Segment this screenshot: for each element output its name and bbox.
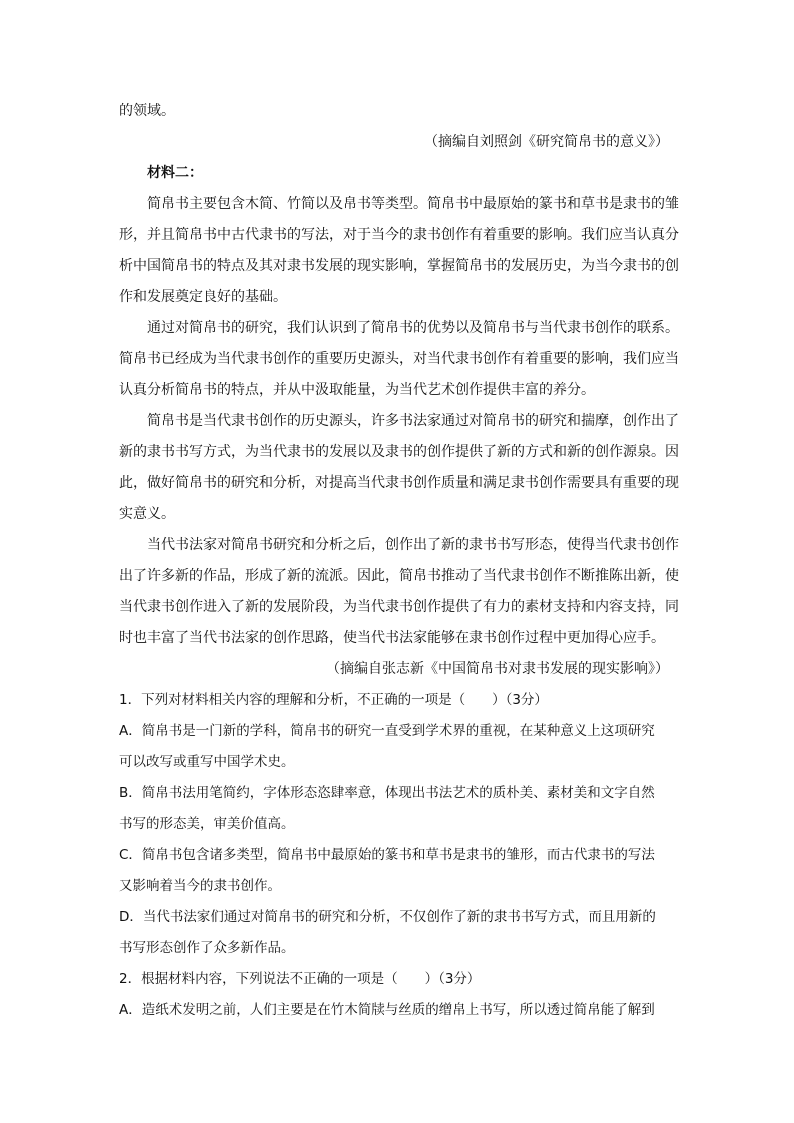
paragraph-line: 认真分析简帛书的特点，并从中汲取能量，为当代艺术创作提供丰富的养分。 bbox=[119, 382, 595, 398]
paragraph-3 bbox=[119, 406, 679, 530]
material-2-heading: 材料二： bbox=[147, 165, 203, 181]
paragraph-line: 通过对简帛书的研究，我们认识到了简帛书的优势以及简帛书与当代隶书创作的联系。 bbox=[147, 320, 679, 336]
option-b-cont: 书写的形态美，审美价值高。 bbox=[119, 816, 295, 832]
document-page bbox=[119, 96, 679, 1026]
continuation-text: 的领域。 bbox=[119, 103, 175, 119]
option-c-cont: 又影响着当今的隶书创作。 bbox=[119, 878, 281, 894]
paragraph-line: 出了许多新的作品，形成了新的流派。因此，简帛书推动了当代隶书创作不断推陈出新，使 bbox=[119, 568, 679, 584]
paragraph-line: 当代隶书创作进入了新的发展阶段，为当代隶书创作提供了有力的素材支持和内容支持，同 bbox=[119, 599, 679, 615]
option-a: A．造纸术发明之前，人们主要是在竹木简牍与丝质的缯帛上书写，所以透过简帛能了解到 bbox=[119, 1002, 655, 1018]
paragraph-line: 简帛书主要包含木简、竹简以及帛书等类型。简帛书中最原始的篆书和草书是隶书的雏 bbox=[147, 196, 679, 212]
paragraph-line: 形，并且简帛书中古代隶书的写法，对于当今的隶书创作有着重要的影响。我们应当认真分 bbox=[119, 227, 679, 243]
paragraph-line: 时也丰富了当代书法家的创作思路，使当代书法家能够在隶书创作过程中更加得心应手。 bbox=[119, 630, 665, 646]
question-stem: 1．下列对材料相关内容的理解和分析，不正确的一项是（ ）（3分） bbox=[119, 692, 548, 708]
paragraph-4 bbox=[119, 530, 679, 654]
question-stem: 2．根据材料内容，下列说法不正确的一项是（ ）（3分） bbox=[119, 971, 481, 987]
paragraph-2 bbox=[119, 313, 679, 406]
question-2 bbox=[119, 964, 675, 1026]
paragraph-line: 此，做好简帛书的研究和分析，对提高当代隶书创作质量和满足隶书创作需要具有重要的现 bbox=[119, 475, 679, 491]
option-d: D．当代书法家们通过对简帛书的研究和分析，不仅创作了新的隶书书写方式，而且用新的 bbox=[119, 909, 656, 925]
question-1 bbox=[119, 685, 675, 964]
option-a: A．简帛书是一门新的学科，简帛书的研究一直受到学术界的重视，在某种意义上这项研究 bbox=[119, 723, 655, 739]
paragraph-line: 简帛书已经成为当代隶书创作的重要历史源头，对当代隶书创作有着重要的影响，我们应当 bbox=[119, 351, 679, 367]
source-citation-1: （摘编自刘照剑《研究简帛书的意义》） bbox=[424, 134, 669, 150]
paragraph-line: 作和发展奠定良好的基础。 bbox=[119, 289, 287, 305]
paragraph-line: 简帛书是当代隶书创作的历史源头，许多书法家通过对简帛书的研究和揣摩，创作出了 bbox=[147, 413, 679, 429]
option-c: C．简帛书包含诸多类型，简帛书中最原始的篆书和草书是隶书的雏形，而古代隶书的写法 bbox=[119, 847, 655, 863]
option-b: B．简帛书法用笔简约，字体形态恣肆率意，体现出书法艺术的质朴美、素材美和文字自然 bbox=[119, 785, 655, 801]
source-citation-2: （摘编自张志新《中国简帛书对隶书发展的现实影响》） bbox=[326, 661, 669, 677]
paragraph-line: 当代书法家对简帛书研究和分析之后，创作出了新的隶书书写形态，使得当代隶书创作 bbox=[147, 537, 679, 553]
paragraph-line: 析中国简帛书的特点及其对隶书发展的现实影响，掌握简帛书的发展历史，为当今隶书的创 bbox=[119, 258, 679, 274]
paragraph-line: 实意义。 bbox=[119, 506, 175, 522]
option-d-cont: 书写形态创作了众多新作品。 bbox=[119, 940, 295, 956]
paragraph-1 bbox=[119, 189, 679, 313]
paragraph-line: 新的隶书书写方式，为当代隶书的发展以及隶书的创作提供了新的方式和新的创作源泉。因 bbox=[119, 444, 679, 460]
option-a-cont: 可以改写或重写中国学术史。 bbox=[119, 754, 295, 770]
